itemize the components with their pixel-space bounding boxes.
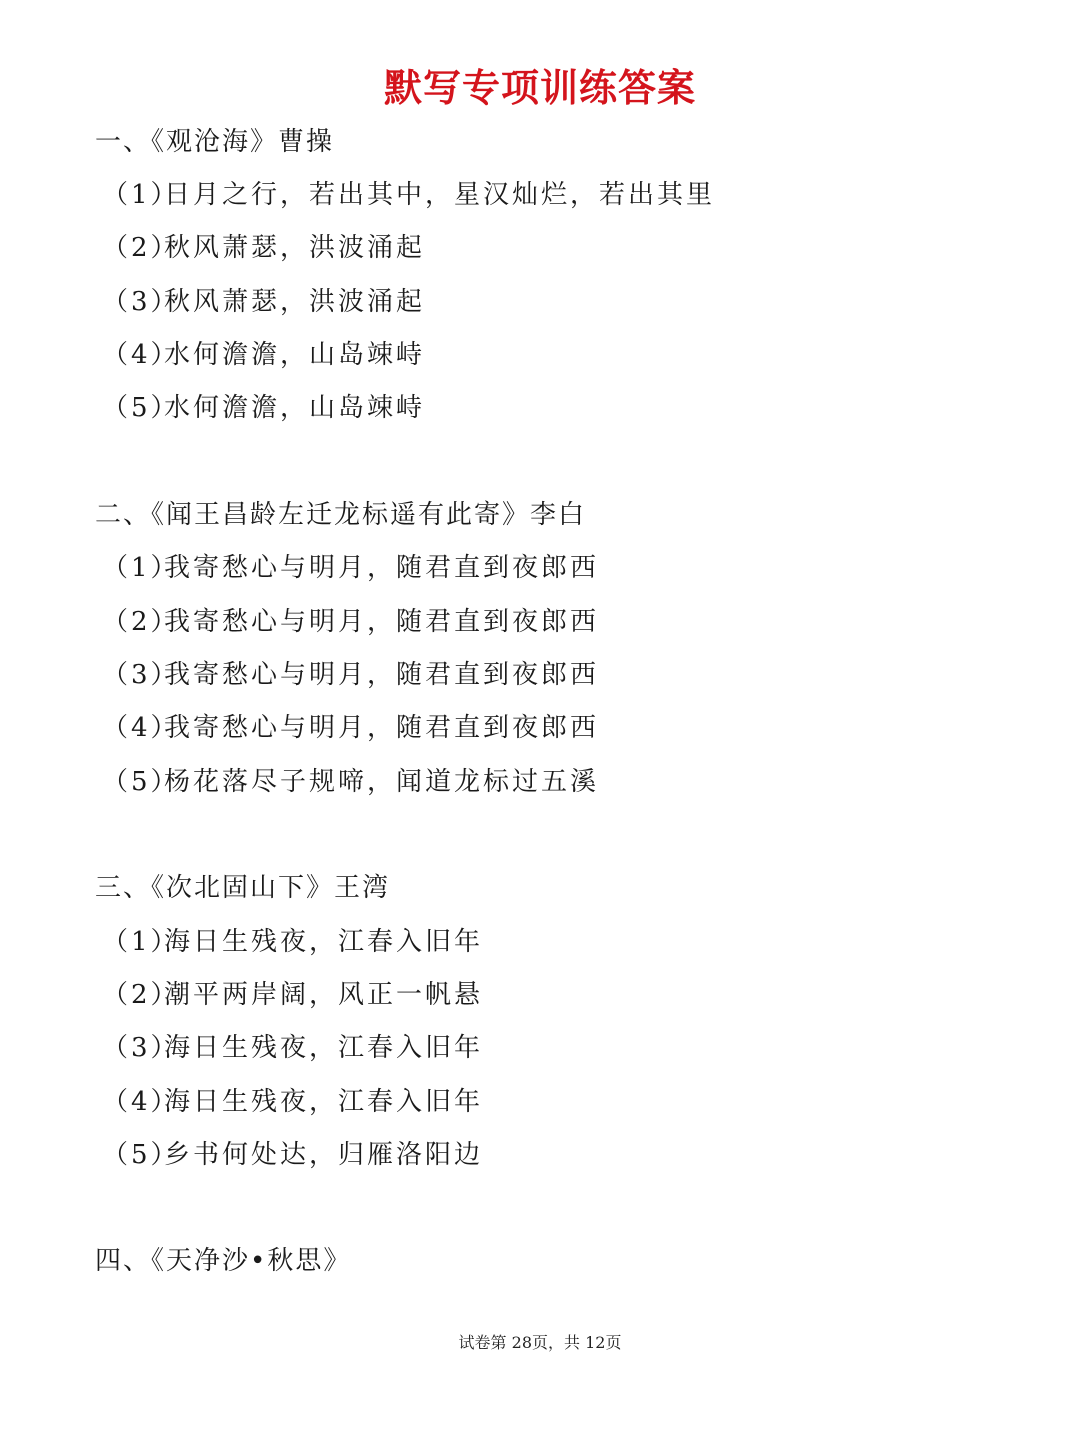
answer-text: 杨花落尽子规啼，闻道龙标过五溪 (164, 767, 600, 797)
answer-number: （5） (102, 767, 180, 797)
answer-number: （2） (102, 980, 180, 1010)
answer-number: （2） (102, 233, 180, 263)
answer-number: （1） (102, 927, 180, 957)
answer-line (102, 977, 483, 1013)
answer-line (102, 1084, 483, 1120)
answer-line (102, 1030, 483, 1066)
answer-number: （5） (102, 1140, 180, 1170)
answer-number: （4） (102, 1087, 180, 1117)
answer-line (102, 284, 425, 320)
answer-number: （1） (102, 180, 180, 210)
section-heading: 二、《闻王昌龄左迁龙标遥有此寄》李白 (95, 500, 587, 530)
document-title: 默写专项训练答案 (383, 65, 696, 110)
answer-line (102, 657, 599, 693)
answer-line (102, 337, 425, 373)
answer-text: 乡书何处达，归雁洛阳边 (164, 1140, 484, 1170)
answer-text: 日月之行，若出其中，星汉灿烂，若出其里 (164, 180, 716, 210)
answer-line (102, 710, 599, 746)
answer-text: 海日生残夜，江春入旧年 (164, 1087, 484, 1117)
answer-text: 秋风萧瑟，洪波涌起 (164, 287, 426, 317)
answer-number: （2） (102, 607, 180, 637)
answer-line (102, 1137, 483, 1173)
section-heading: 四、《天净沙•秋思》 (95, 1246, 352, 1276)
answer-line (102, 230, 425, 266)
answer-number: （3） (102, 660, 180, 690)
answer-number: （1） (102, 553, 180, 583)
answer-line (102, 177, 715, 213)
answer-text: 水何澹澹，山岛竦峙 (164, 340, 426, 370)
answer-number: （3） (102, 1033, 180, 1063)
section-heading: 三、《次北固山下》王湾 (95, 873, 391, 903)
answer-line (102, 550, 599, 586)
answer-line (102, 764, 599, 800)
answer-line (102, 390, 425, 426)
answer-text: 海日生残夜，江春入旧年 (164, 927, 484, 957)
answer-text: 潮平两岸阔，风正一帆悬 (164, 980, 484, 1010)
answer-number: （5） (102, 393, 180, 423)
answer-line (102, 604, 599, 640)
answer-number: （4） (102, 340, 180, 370)
answer-text: 水何澹澹，山岛竦峙 (164, 393, 426, 423)
answer-text: 海日生残夜，江春入旧年 (164, 1033, 484, 1063)
answer-text: 秋风萧瑟，洪波涌起 (164, 233, 426, 263)
answer-text: 我寄愁心与明月，随君直到夜郎西 (164, 660, 600, 690)
section-heading: 一、《观沧海》曹操 (95, 127, 335, 157)
answer-text: 我寄愁心与明月，随君直到夜郎西 (164, 713, 600, 743)
answer-number: （4） (102, 713, 180, 743)
answer-text: 我寄愁心与明月，随君直到夜郎西 (164, 607, 600, 637)
answer-number: （3） (102, 287, 180, 317)
answer-line (102, 924, 483, 960)
page-footer: 试卷第 28页，共 12页 (458, 1333, 622, 1352)
answer-text: 我寄愁心与明月，随君直到夜郎西 (164, 553, 600, 583)
